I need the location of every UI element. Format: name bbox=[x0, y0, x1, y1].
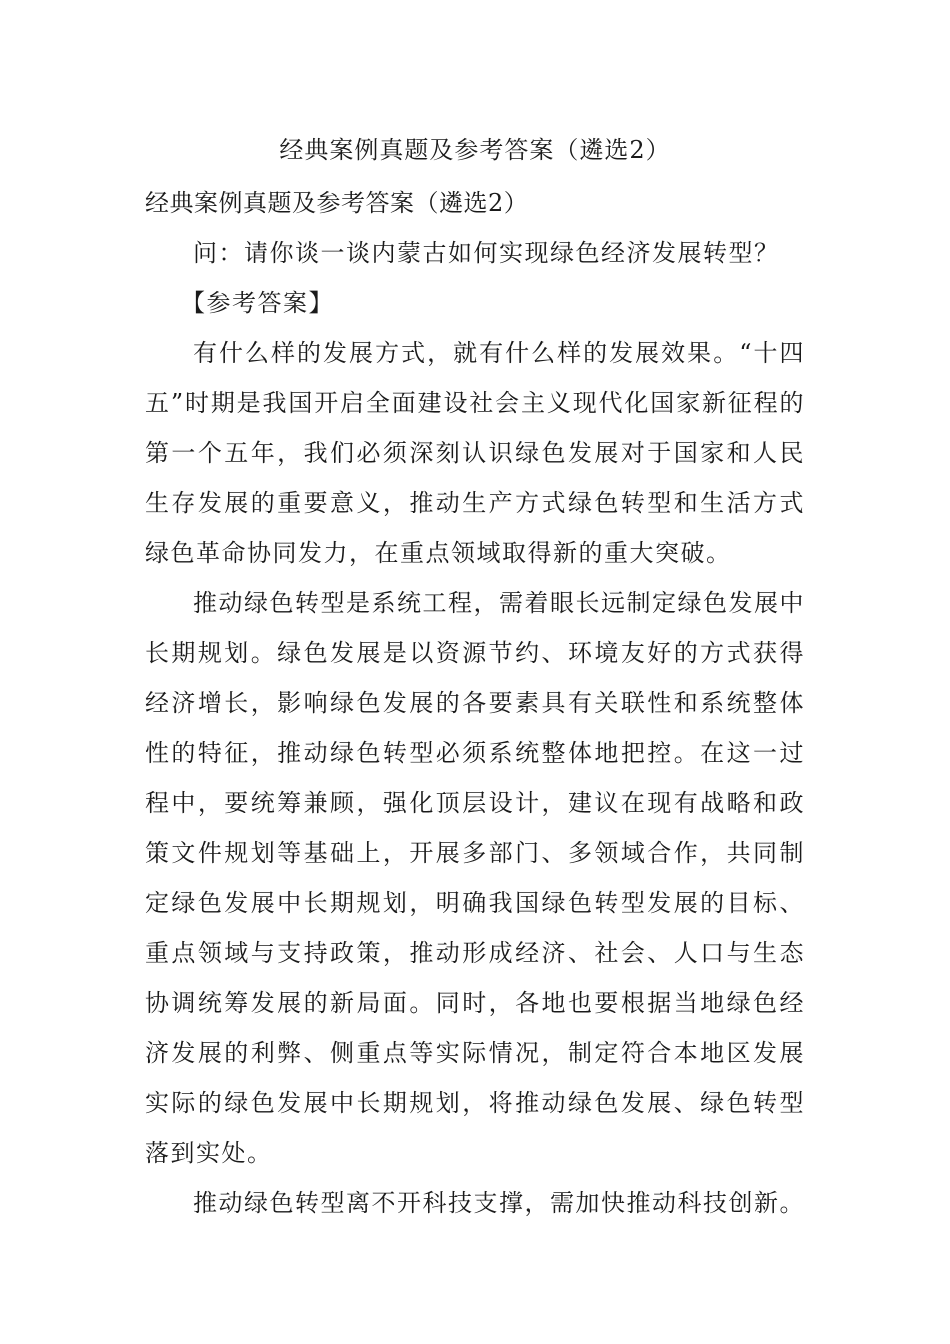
answer-paragraph-2: 推动绿色转型是系统工程，需着眼长远制定绿色发展中长期规划。绿色发展是以资源节约、环境友好的方式获得经济增长，影响绿色发展的各要素具有关联性和系统整体性的特征，推动绿色转型必须系统整体地把控。在这一过程中，要统筹兼顾，强化顶层设计，建议在现有战略和政策文件规划等基础上，开展多部门、多领域合作，共同制定绿色发展中长期规划，明确我国绿色转型发展的目标、重点领域与支持政策，推动形成经济、社会、人口与生态协调统筹发展的新局面。同时，各地也要根据当地绿色经济发展的利弊、侧重点等实际情况，制定符合本地区发展实际的绿色发展中长期规划，将推动绿色发展、绿色转型落到实处。 bbox=[145, 589, 805, 1167]
question-text: 问：请你谈一谈内蒙古如何实现绿色经济发展转型？ bbox=[193, 239, 780, 267]
document-title: 经典案例真题及参考答案（遴选2） bbox=[279, 136, 671, 164]
answer-paragraph-1: 有什么样的发展方式，就有什么样的发展效果。“十四五”时期是我国开启全面建设社会主义现代化国家新征程的第一个五年，我们必须深刻认识绿色发展对于国家和人民生存发展的重要意义，推动生产方式绿色转型和生活方式绿色革命协同发力，在重点领域取得新的重大突破。 bbox=[145, 339, 805, 567]
document-subtitle: 经典案例真题及参考答案（遴选2） bbox=[145, 189, 529, 217]
document-body bbox=[145, 178, 805, 1228]
answer-label: 【参考答案】 bbox=[181, 289, 334, 317]
answer-paragraph-3: 推动绿色转型离不开科技支撑，需加快推动科技创新。 bbox=[193, 1189, 805, 1217]
